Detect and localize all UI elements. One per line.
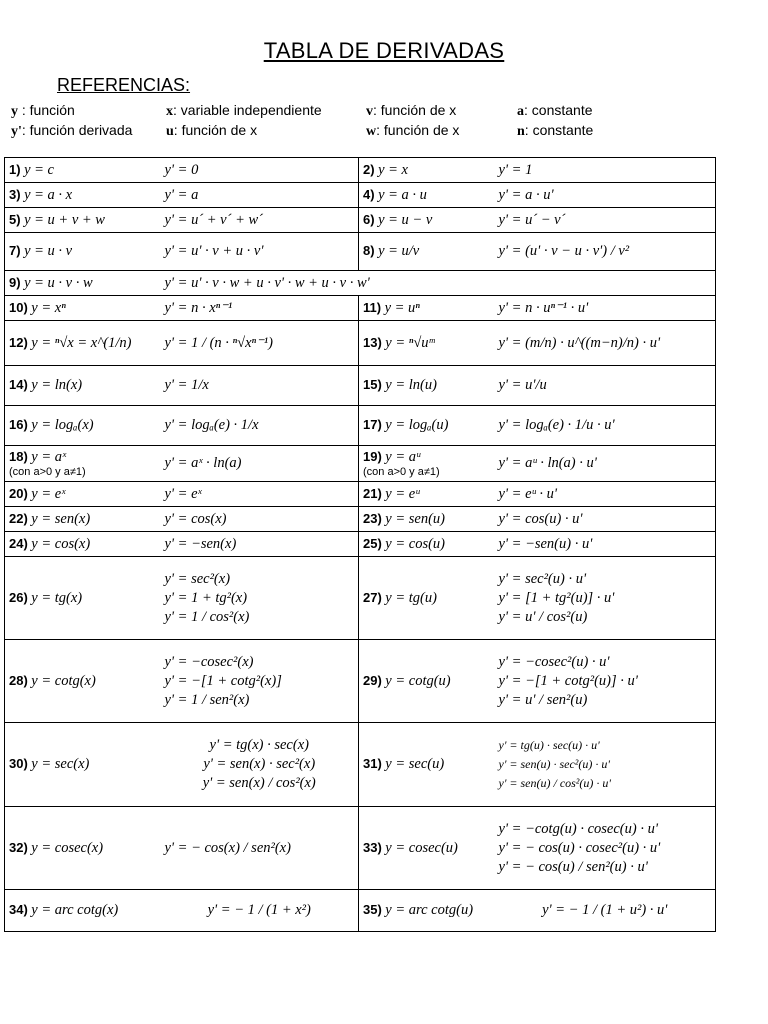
function-expression: y = sen(u) (385, 510, 446, 527)
formula-number: 33) (363, 839, 382, 855)
ref-x: x: variable independiente (166, 102, 322, 119)
derivative-expression: y' = −sen(x) (164, 535, 237, 552)
derivative-cell (495, 183, 716, 208)
derivative-expression: y' = eᵘ · u' (498, 485, 557, 502)
formula-number: 32) (9, 839, 28, 855)
derivative-expression: y' = n · xⁿ⁻¹ (164, 299, 233, 316)
formula-number: 23) (363, 510, 382, 526)
derivative-expression: y' = cos(u) · u' (498, 510, 583, 527)
function-cell (359, 807, 495, 890)
function-expression: y = tg(x) (31, 589, 83, 606)
formula-number: 25) (363, 535, 382, 551)
derivative-expression: y' = tg(u) · sec(u) · u' (498, 738, 600, 752)
derivative-cell (161, 482, 359, 507)
derivative-cell (495, 446, 716, 482)
derivative-expression: y' = logₐ(e) · 1/x (164, 417, 259, 433)
function-expression: y = ⁿ√x = x^(1/n) (31, 334, 132, 351)
derivative-cell (161, 507, 359, 532)
derivative-expression: y' = 1 / cos²(x) (164, 608, 250, 625)
function-expression: y = ln(x) (31, 377, 83, 393)
ref-y: y : función (11, 102, 75, 119)
table-row (5, 807, 716, 890)
ref-u: u: función de x (166, 122, 258, 139)
function-cell (5, 183, 161, 208)
table-row (5, 890, 716, 932)
derivative-cell (161, 807, 359, 890)
function-expression: y = tg(u) (385, 589, 437, 606)
table-row (5, 296, 716, 321)
derivative-expression: y' = u´ − v´ (498, 211, 566, 228)
function-expression: y = cotg(x) (31, 672, 96, 689)
function-expression: y = logₐ(x) (31, 417, 94, 433)
function-expression: y = u · v (24, 243, 73, 259)
derivative-expression: y' = −cosec²(x) (164, 653, 254, 670)
function-cell (359, 366, 495, 406)
function-expression: y = a · x (24, 186, 73, 203)
derivative-expression: y' = u' · v + u · v' (164, 243, 264, 259)
table-row (5, 321, 716, 366)
function-expression: y = ⁿ√uᵐ (385, 334, 435, 351)
derivative-cell (495, 507, 716, 532)
function-expression: y = u − v (378, 211, 433, 228)
function-expression: y = a · u (378, 186, 427, 203)
function-expression: y = sec(u) (385, 756, 445, 772)
table-row (5, 208, 716, 233)
derivative-expression: y' = aᵘ · ln(a) · u' (498, 455, 597, 471)
formula-number: 10) (9, 299, 28, 315)
function-cell (359, 296, 495, 321)
function-expression: y = cotg(u) (385, 672, 451, 689)
formula-number: 20) (9, 485, 28, 501)
table-row (5, 233, 716, 271)
derivative-cell (161, 532, 359, 557)
derivative-cell (495, 233, 716, 271)
derivative-expression: y' = 1 (498, 161, 533, 178)
formula-number: 34) (9, 902, 28, 917)
formula-number: 14) (9, 377, 28, 392)
condition-note: (con a>0 y a≠1) (363, 465, 440, 478)
function-expression: y = cosec(x) (31, 839, 104, 856)
function-cell (5, 507, 161, 532)
function-expression: y = logₐ(u) (385, 417, 449, 433)
formula-number: 2) (363, 161, 375, 177)
function-cell (359, 233, 495, 271)
derivative-expression: y' = u' / cos²(u) (498, 608, 588, 625)
function-cell (5, 557, 161, 640)
table-row (5, 183, 716, 208)
ref-v: v: función de x (366, 102, 457, 119)
table-row (5, 532, 716, 557)
formula-number: 29) (363, 672, 382, 688)
function-cell (5, 366, 161, 406)
derivative-cell (495, 158, 716, 183)
derivative-expression: y' = eˣ (164, 485, 202, 502)
formula-number: 1) (9, 161, 21, 177)
formula-number: 12) (9, 334, 28, 350)
function-cell (359, 507, 495, 532)
formula-number: 6) (363, 211, 375, 227)
formula-number: 18) (9, 448, 28, 464)
derivative-expression: y' = sen(u) / cos²(u) · u' (498, 776, 611, 790)
ref-w: w: función de x (366, 122, 460, 139)
derivative-expression: y' = −sen(u) · u' (498, 535, 593, 552)
formula-number: 31) (363, 756, 382, 771)
table-row (5, 482, 716, 507)
formula-number: 17) (363, 417, 382, 432)
function-expression: y = sen(x) (31, 510, 91, 527)
formula-number: 5) (9, 211, 21, 227)
derivative-expression: y' = (u' · v − u · v') / v² (498, 243, 630, 259)
condition-note: (con a>0 y a≠1) (9, 465, 86, 478)
function-expression: y = cos(u) (385, 535, 446, 552)
derivatives-table (4, 157, 716, 932)
derivative-cell (495, 366, 716, 406)
function-expression: y = aˣ (31, 448, 67, 465)
derivative-expression: y' = logₐ(e) · 1/u · u' (498, 417, 615, 433)
derivative-expression: y' = −cotg(u) · cosec(u) · u' (498, 820, 658, 837)
function-cell (5, 208, 161, 233)
derivative-expression: y' = 1 + tg²(x) (164, 589, 248, 606)
function-expression: y = arc cotg(x) (31, 902, 119, 918)
ref-yprime: y': función derivada (11, 122, 133, 139)
derivative-expression: y' = a (164, 186, 199, 203)
ref-n: n: constante (517, 122, 594, 139)
formula-number: 8) (363, 243, 375, 258)
formula-number: 16) (9, 417, 28, 432)
formula-number: 27) (363, 589, 382, 605)
function-expression: y = cosec(u) (385, 839, 458, 856)
derivative-cell (161, 446, 359, 482)
derivative-expression: y' = (m/n) · u^((m−n)/n) · u' (498, 334, 661, 351)
derivative-expression: y' = tg(x) · sec(x) (209, 737, 309, 753)
derivative-cell (161, 158, 359, 183)
table-row (5, 640, 716, 723)
derivative-expression: y' = aˣ · ln(a) (164, 455, 242, 471)
function-cell (359, 158, 495, 183)
formula-number: 35) (363, 902, 382, 917)
function-expression: y = sec(x) (31, 756, 90, 772)
derivative-expression: y' = sen(u) · sec²(u) · u' (498, 757, 610, 771)
derivative-cell (495, 640, 716, 723)
derivative-cell (495, 482, 716, 507)
formula-number: 13) (363, 334, 382, 350)
table-row (5, 723, 716, 807)
function-cell (359, 723, 495, 807)
function-cell (359, 640, 495, 723)
function-cell (359, 890, 495, 932)
formula-number: 24) (9, 535, 28, 551)
formula-number: 30) (9, 756, 28, 771)
derivative-expression: y' = u' · v · w + u · v' · w + u · v · w' (164, 274, 370, 291)
derivative-cell (161, 557, 359, 640)
derivative-expression: y' = sec²(u) · u' (498, 570, 587, 587)
derivative-cell (495, 532, 716, 557)
derivative-expression: y' = −[1 + cotg²(u)] · u' (498, 672, 638, 689)
derivative-cell (495, 807, 716, 890)
derivative-cell (161, 366, 359, 406)
derivative-cell (495, 557, 716, 640)
derivative-expression: y' = − cos(u) · cosec²(u) · u' (498, 839, 661, 856)
derivative-expression: y' = u'/u (498, 377, 547, 393)
function-cell (359, 557, 495, 640)
function-expression: y = cos(x) (31, 535, 91, 552)
table-row (5, 366, 716, 406)
function-expression: y = arc cotg(u) (385, 902, 474, 918)
derivative-expression: y' = [1 + tg²(u)] · u' (498, 589, 615, 606)
derivative-expression: y' = sec²(x) (164, 570, 231, 587)
table-row (5, 507, 716, 532)
function-cell (5, 446, 161, 482)
function-cell (359, 406, 495, 446)
function-expression: y = aᵘ (385, 448, 421, 465)
derivative-expression: y' = − cos(u) / sen²(u) · u' (498, 858, 648, 875)
function-cell (5, 723, 161, 807)
derivative-cell (495, 321, 716, 366)
derivative-cell (495, 406, 716, 446)
function-expression: y = u · v · w (24, 274, 93, 291)
derivative-expression: y' = u' / sen²(u) (498, 691, 588, 708)
function-cell (5, 321, 161, 366)
formula-number: 7) (9, 243, 21, 258)
derivative-cell (161, 296, 359, 321)
derivative-expression: y' = sen(x) / cos²(x) (202, 775, 316, 791)
function-cell (5, 640, 161, 723)
function-expression: y = xⁿ (31, 299, 66, 316)
function-expression: y = eˣ (31, 485, 66, 502)
derivative-cell (161, 233, 359, 271)
function-expression: y = u/v (378, 243, 420, 259)
table-row (5, 158, 716, 183)
derivative-expression: y' = 1 / (n · ⁿ√xⁿ⁻¹) (164, 334, 273, 351)
derivative-cell (161, 406, 359, 446)
function-cell (5, 482, 161, 507)
formula-number: 9) (9, 274, 21, 290)
function-cell (5, 158, 161, 183)
function-cell (359, 446, 495, 482)
page-title: TABLA DE DERIVADAS (263, 38, 505, 63)
function-expression: y = c (24, 161, 54, 178)
table-row (5, 406, 716, 446)
references-heading: REFERENCIAS: (57, 75, 191, 95)
formula-number: 15) (363, 377, 382, 392)
derivative-expression: y' = a · u' (498, 186, 554, 203)
function-cell (359, 183, 495, 208)
derivative-expression: y' = 1/x (164, 377, 209, 393)
formula-number: 22) (9, 510, 28, 526)
derivative-expression: y' = 0 (164, 161, 199, 178)
function-cell (359, 321, 495, 366)
derivative-cell (161, 723, 359, 807)
function-expression: y = x (378, 161, 408, 178)
function-expression: y = eᵘ (385, 485, 420, 502)
derivative-expression: y' = sen(x) · sec²(x) (203, 756, 316, 772)
formula-number: 4) (363, 186, 375, 202)
function-cell (5, 807, 161, 890)
derivative-expression: y' = − 1 / (1 + x²) (207, 902, 311, 918)
function-expression: y = uⁿ (384, 299, 420, 316)
formula-number: 26) (9, 589, 28, 605)
derivative-expression: y' = u´ + v´ + w´ (164, 211, 263, 228)
function-cell (5, 271, 161, 296)
derivative-cell (161, 271, 716, 296)
derivative-expression: y' = cos(x) (164, 510, 227, 527)
derivative-cell (161, 208, 359, 233)
derivative-expression: y' = −cosec²(u) · u' (498, 653, 610, 670)
derivative-expression: y' = − 1 / (1 + u²) · u' (542, 902, 668, 918)
derivative-expression: y' = −[1 + cotg²(x)] (164, 672, 282, 689)
function-cell (5, 406, 161, 446)
table-row (5, 271, 716, 296)
derivative-cell (161, 321, 359, 366)
table-row (5, 446, 716, 482)
formula-number: 19) (363, 448, 382, 464)
formula-number: 3) (9, 186, 21, 202)
derivative-cell (495, 208, 716, 233)
derivative-cell (161, 640, 359, 723)
formula-number: 21) (363, 485, 382, 501)
derivative-cell (161, 183, 359, 208)
table-row (5, 557, 716, 640)
formula-number: 28) (9, 672, 28, 688)
function-cell (5, 532, 161, 557)
derivative-expression: y' = − cos(x) / sen²(x) (164, 839, 291, 856)
ref-a: a: constante (517, 102, 593, 119)
derivative-cell (495, 890, 716, 932)
derivative-cell (161, 890, 359, 932)
function-cell (5, 296, 161, 321)
function-expression: y = u + v + w (24, 211, 105, 228)
function-cell (5, 890, 161, 932)
function-cell (359, 532, 495, 557)
derivative-cell (495, 296, 716, 321)
derivative-expression: y' = n · uⁿ⁻¹ · u' (498, 299, 589, 316)
function-cell (359, 482, 495, 507)
formula-number: 11) (363, 299, 382, 315)
derivative-cell (495, 723, 716, 807)
function-cell (359, 208, 495, 233)
function-expression: y = ln(u) (385, 377, 437, 393)
derivative-expression: y' = 1 / sen²(x) (164, 691, 250, 708)
function-cell (5, 233, 161, 271)
